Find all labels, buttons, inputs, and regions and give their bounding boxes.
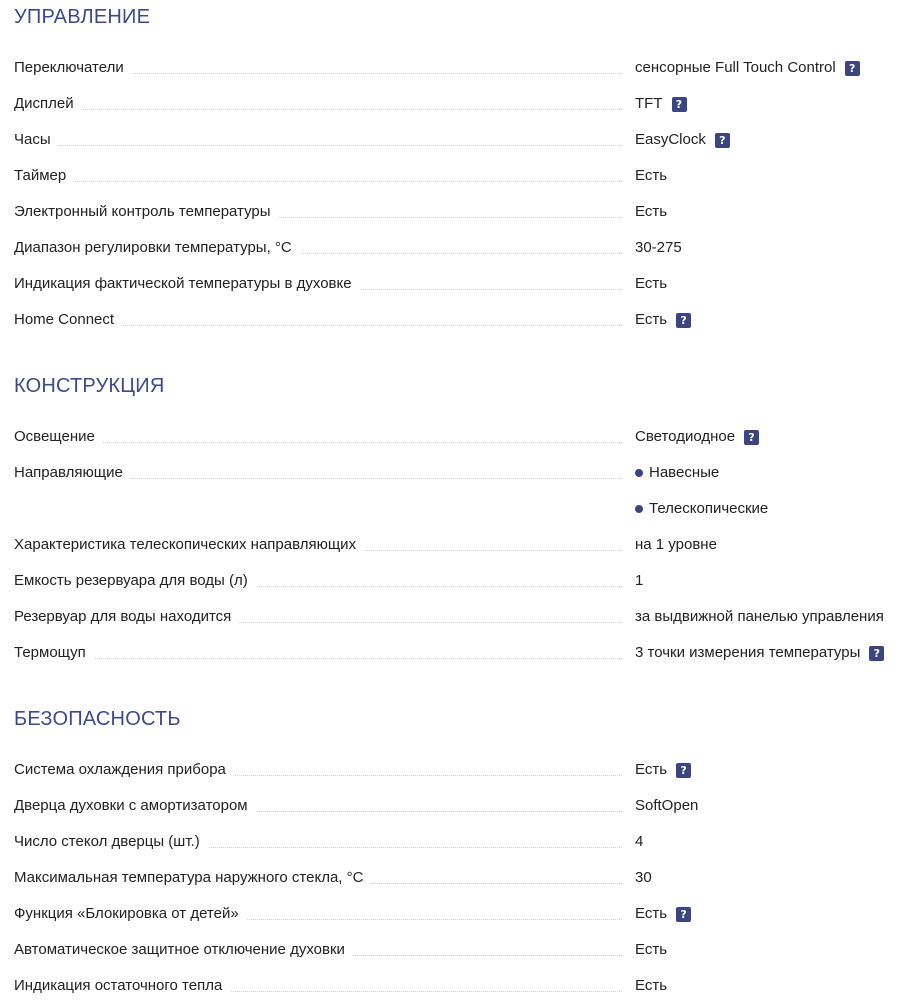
spec-row-child-lock	[14, 903, 904, 925]
spec-label: Освещение	[14, 426, 103, 448]
spec-label: Индикация фактической температуры в духовке	[14, 273, 360, 295]
spec-value-text: сенсорные Full Touch Control	[635, 59, 836, 76]
spec-value	[635, 57, 860, 79]
spec-value-text: Есть	[635, 203, 668, 220]
spec-value-text: Есть	[635, 941, 668, 958]
spec-value-text: EasyClock	[635, 131, 706, 148]
spec-row-door-damper	[14, 795, 904, 817]
spec-value	[635, 939, 667, 961]
spec-label: Автоматическое защитное отключение духовки	[14, 939, 353, 961]
spec-label: Дисплей	[14, 93, 82, 115]
spec-row-lighting	[14, 426, 904, 448]
help-icon[interactable]: ?	[744, 430, 759, 445]
help-icon[interactable]: ?	[672, 97, 687, 112]
spec-value	[635, 237, 682, 259]
spec-value-text: 30-275	[635, 239, 682, 256]
section-title-safety: БЕЗОПАСНОСТЬ	[14, 708, 181, 730]
spec-value-text: Есть	[635, 311, 668, 328]
spec-label: Емкость резервуара для воды (л)	[14, 570, 256, 592]
spec-value	[635, 606, 884, 628]
spec-row-thermoprobe	[14, 642, 904, 664]
spec-value	[635, 570, 643, 592]
spec-label: Дверца духовки с амортизатором	[14, 795, 256, 817]
bullet-icon	[635, 469, 643, 477]
help-icon[interactable]: ?	[869, 646, 884, 661]
bullet-icon	[635, 505, 643, 513]
spec-label: Характеристика телескопических направляющих	[14, 534, 364, 556]
spec-value	[635, 831, 643, 853]
spec-value-text: на 1 уровне	[635, 536, 717, 553]
help-icon[interactable]: ?	[715, 133, 730, 148]
spec-label: Функция «Блокировка от детей»	[14, 903, 247, 925]
section-title-control: УПРАВЛЕНИЕ	[14, 6, 151, 28]
spec-label: Термощуп	[14, 642, 94, 664]
spec-value-text: Есть	[635, 905, 668, 922]
spec-row-switches	[14, 57, 904, 79]
spec-row-telescopic-characteristic	[14, 534, 904, 556]
spec-value	[635, 759, 691, 781]
spec-label: Система охлаждения прибора	[14, 759, 234, 781]
spec-value	[635, 93, 687, 115]
spec-value-text: 4	[635, 833, 644, 850]
dotted-leader	[14, 442, 622, 443]
spec-value	[635, 426, 759, 448]
spec-row-guides-cont	[14, 498, 904, 520]
help-icon[interactable]: ?	[845, 61, 860, 76]
spec-value	[635, 903, 691, 925]
spec-label: Индикация остаточного тепла	[14, 975, 230, 997]
spec-label: Переключатели	[14, 57, 132, 79]
spec-value-text: Навесные	[649, 464, 720, 481]
spec-value-text: Есть	[635, 977, 668, 994]
spec-value	[635, 165, 667, 187]
spec-label: Число стекол дверцы (шт.)	[14, 831, 208, 853]
spec-row-glass-count	[14, 831, 904, 853]
dotted-leader	[14, 181, 622, 182]
spec-row-display	[14, 93, 904, 115]
spec-row-auto-shutoff	[14, 939, 904, 961]
spec-row-residual-heat	[14, 975, 904, 997]
spec-value	[635, 642, 884, 664]
spec-row-electronic-temp-control	[14, 201, 904, 223]
spec-value-text: Есть	[635, 167, 668, 184]
spec-value-text: за выдвижной панелью управления	[635, 608, 884, 625]
help-icon[interactable]: ?	[676, 313, 691, 328]
spec-value-text: Светодиодное	[635, 428, 736, 445]
spec-value-text: SoftOpen	[635, 797, 699, 814]
dotted-leader	[14, 109, 622, 110]
spec-label: Часы	[14, 129, 59, 151]
spec-value	[635, 129, 730, 151]
spec-row-temp-range	[14, 237, 904, 259]
spec-value	[635, 867, 652, 889]
help-icon[interactable]: ?	[676, 907, 691, 922]
spec-value-text: Телескопические	[649, 500, 769, 517]
spec-row-cooling-system	[14, 759, 904, 781]
spec-value	[635, 534, 717, 556]
spec-label: Направляющие	[14, 462, 131, 484]
spec-bullet-item	[635, 498, 768, 520]
spec-value-text: 3 точки измерения температуры	[635, 644, 861, 661]
spec-value-text: 30	[635, 869, 652, 886]
spec-row-clock	[14, 129, 904, 151]
spec-value-text: TFT	[635, 95, 663, 112]
spec-value	[635, 309, 691, 331]
spec-row-timer	[14, 165, 904, 187]
help-icon[interactable]: ?	[676, 763, 691, 778]
dotted-leader	[14, 145, 622, 146]
spec-label: Максимальная температура наружного стекла, °C	[14, 867, 371, 889]
spec-value-text: Есть	[635, 761, 668, 778]
dotted-leader	[14, 658, 622, 659]
spec-value	[635, 273, 667, 295]
spec-row-water-tank-capacity	[14, 570, 904, 592]
spec-value	[635, 795, 698, 817]
spec-label: Электронный контроль температуры	[14, 201, 279, 223]
spec-bullet-item	[635, 462, 719, 484]
spec-value	[635, 975, 667, 997]
spec-label: Резервуар для воды находится	[14, 606, 239, 628]
spec-row-max-glass-temp	[14, 867, 904, 889]
spec-label: Таймер	[14, 165, 74, 187]
section-title-construction: КОНСТРУКЦИЯ	[14, 375, 165, 397]
spec-value-text: Есть	[635, 275, 668, 292]
spec-row-actual-temp-indication	[14, 273, 904, 295]
spec-label: Диапазон регулировки температуры, °C	[14, 237, 300, 259]
spec-row-guides	[14, 462, 904, 484]
spec-row-water-tank-location	[14, 606, 904, 628]
spec-value-text: 1	[635, 572, 644, 589]
spec-label: Home Connect	[14, 309, 122, 331]
spec-value	[635, 201, 667, 223]
spec-row-home-connect	[14, 309, 904, 331]
